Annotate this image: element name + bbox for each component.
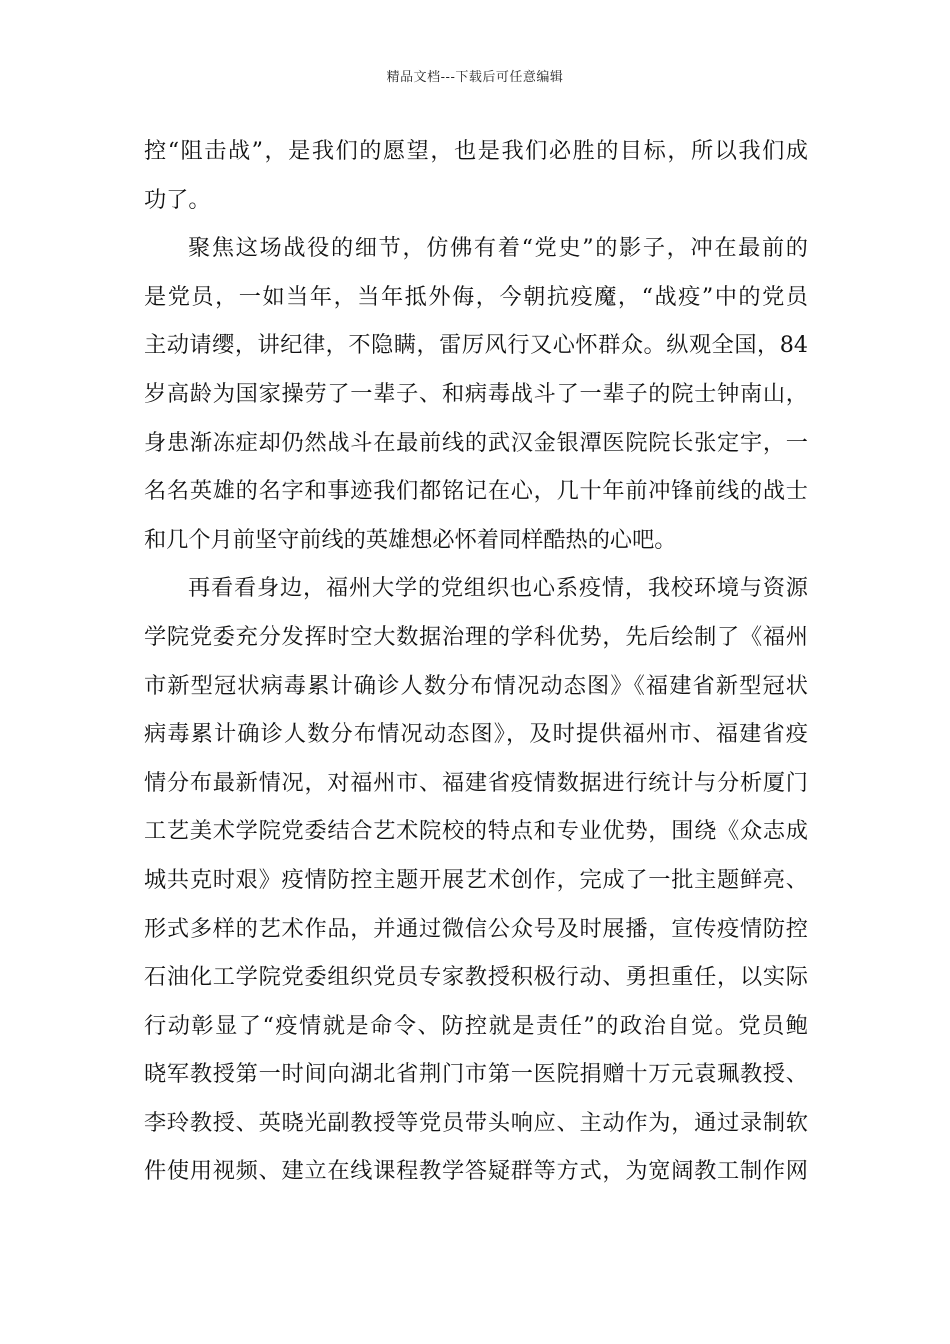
paragraph-line: 件使用视频、建立在线课程教学答疑群等方式，为宽阔教工制作网 [144,1158,808,1185]
paragraph-line: 工艺美术学院党委结合艺术院校的特点和专业优势，围绕《众志成 [144,818,808,845]
paragraph-line: 和几个月前坚守前线的英雄想必怀着同样酷热的心吧。 [144,526,677,553]
paragraph-3 [144,564,808,1196]
page-header: 精品文档---下载后可任意编辑 [386,70,564,85]
paragraph-line: 行动彰显了“疫情就是命令、防控就是责任”的政治自觉。党员鲍 [144,1012,808,1039]
paragraph-line: 主动请缨，讲纪律，不隐瞒，雷厉风行又心怀群众。纵观全国，84 [144,332,808,359]
paragraph-line: 聚焦这场战役的细节，仿佛有着“党史”的影子，冲在最前的 [188,235,808,262]
paragraph-line: 形式多样的艺术作品，并通过微信公众号及时展播，宣传疫情防控 [144,915,808,942]
paragraph-line: 再看看身边，福州大学的党组织也心系疫情，我校环境与资源 [188,575,808,602]
paragraph-line: 身患渐冻症却仍然战斗在最前线的武汉金银潭医院院长张定宇，一 [144,429,808,456]
paragraph-line: 病毒累计确诊人数分布情况动态图》，及时提供福州市、福建省疫 [144,721,808,748]
paragraph-line: 石油化工学院党委组织党员专家教授积极行动、勇担重任，以实际 [144,964,808,991]
paragraph-line: 岁高龄为国家操劳了一辈子、和病毒战斗了一辈子的院士钟南山， [144,380,808,407]
paragraph-line: 是党员，一如当年，当年抵外侮，今朝抗疫魔，“战疫”中的党员 [144,283,808,310]
paragraph-2 [144,224,808,564]
paragraph-line: 李玲教授、英晓光副教授等党员带头响应、主动作为，通过录制软 [144,1109,808,1136]
paragraph-1 [144,127,808,224]
paragraph-line: 控“阻击战”，是我们的愿望，也是我们必胜的目标，所以我们成 [144,138,808,164]
paragraph-line: 市新型冠状病毒累计确诊人数分布情况动态图》《福建省新型冠状 [144,672,808,699]
document-body [144,127,808,1196]
paragraph-line: 学院党委充分发挥时空大数据治理的学科优势，先后绘制了《福州 [144,623,808,650]
paragraph-line: 城共克时艰》疫情防控主题开展艺术创作，完成了一批主题鲜亮、 [144,866,808,893]
paragraph-line: 情分布最新情况，对福州市、福建省疫情数据进行统计与分析厦门 [144,769,808,796]
paragraph-line: 晓军教授第一时间向湖北省荆门市第一医院捐赠十万元袁珮教授、 [144,1061,808,1088]
paragraph-line: 名名英雄的名字和事迹我们都铭记在心，几十年前冲锋前线的战士 [144,478,808,505]
paragraph-line: 功了。 [144,186,211,213]
